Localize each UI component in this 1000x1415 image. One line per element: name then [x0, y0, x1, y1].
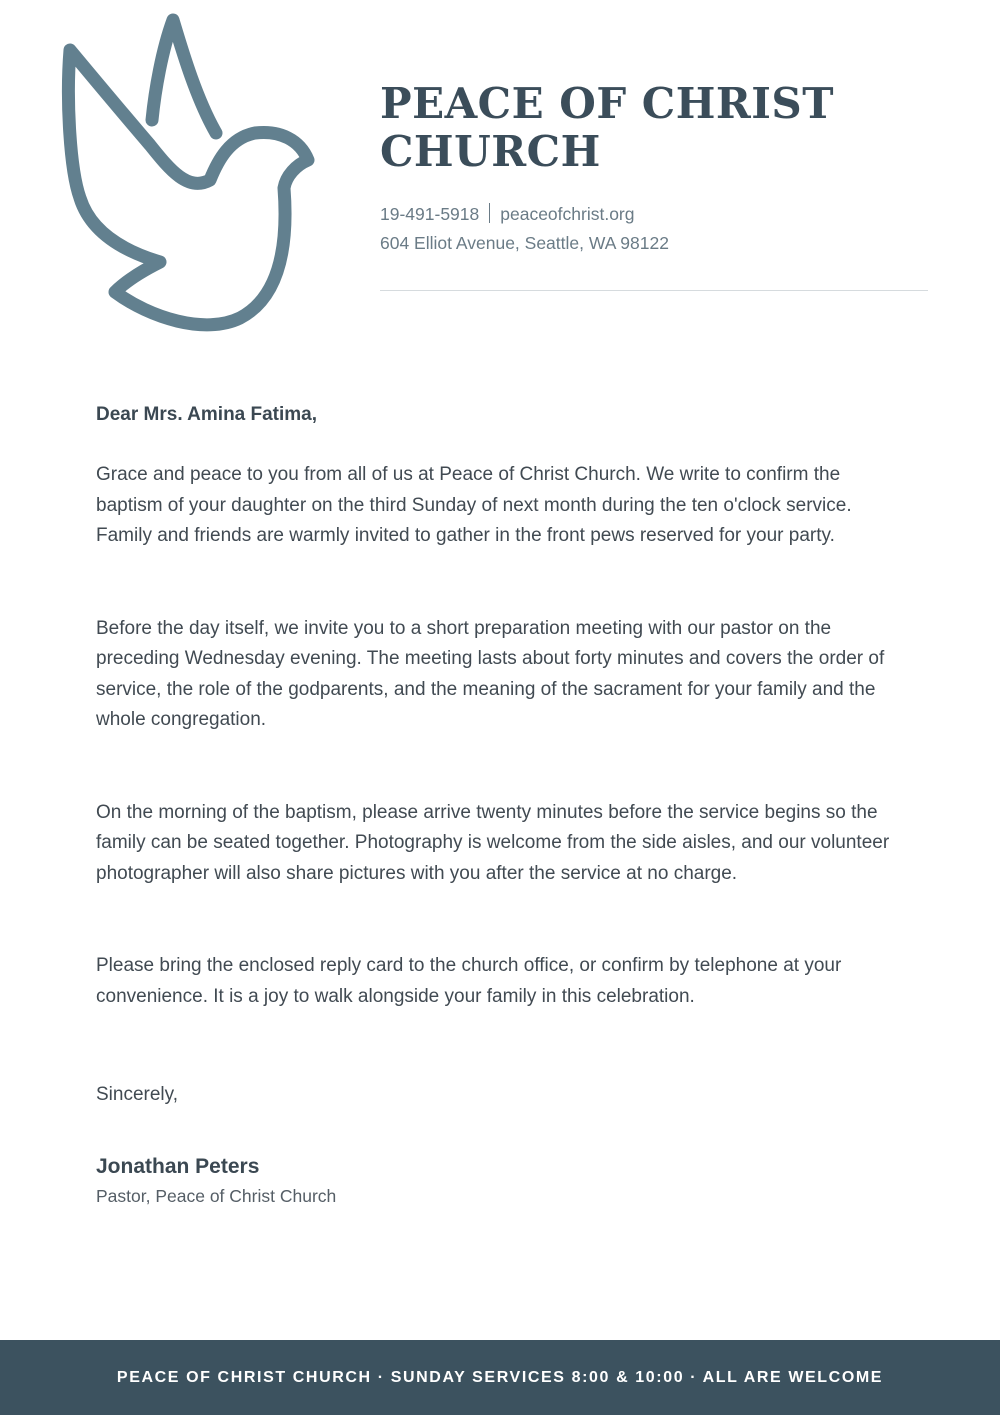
- contact-divider: [489, 203, 490, 223]
- letter-body: [96, 400, 911, 1208]
- salutation: Dear Mrs. Amina Fatima,: [96, 404, 318, 425]
- address: 604 Elliot Avenue, Seattle, WA 98122: [380, 233, 669, 253]
- dove-icon: [52, 8, 322, 340]
- letter-paragraph: On the morning of the baptism, please arrive twenty minutes before the service begins so the family can be seated together. Photography is welcome from the side aisles, and our volunteer photographer will also share pictures with you after the service at no charge.: [96, 801, 890, 884]
- letter-paragraph: Please bring the enclosed reply card to the church office, or confirm by telephone at your convenience. It is a joy to walk alongside your family in this celebration.: [96, 955, 842, 1007]
- footer-banner: [0, 1340, 1000, 1415]
- contact-line: [380, 200, 669, 229]
- signer-name: Jonathan Peters: [96, 1155, 260, 1178]
- phone-number: 19-491-5918: [380, 204, 480, 224]
- closing: Sincerely,: [96, 1084, 179, 1105]
- website: peaceofchrist.org: [500, 204, 635, 224]
- header-divider: [380, 290, 928, 291]
- signer-title: Pastor, Peace of Christ Church: [96, 1186, 337, 1206]
- church-name: PEACE OF CHRIST CHURCH: [380, 79, 835, 176]
- letter-paragraph: Grace and peace to you from all of us at Peace of Christ Church. We write to confirm the baptism of your daughter on the third Sunday of next month during the ten o'clock service. Family and friends are warmly invited to gather in the front pews reserved for your party.: [96, 464, 852, 546]
- footer-text: PEACE OF CHRIST CHURCH · SUNDAY SERVICES 8:00 & 10:00 · ALL ARE WELCOME: [116, 1368, 884, 1386]
- letter-paragraph: Before the day itself, we invite you to a short preparation meeting with our pastor on the preceding Wednesday evening. The meeting lasts about forty minutes and covers the order of service, the role of the godparents, and the meaning of the sacrament for your family and the whole congregation.: [96, 617, 885, 730]
- contact-block: [380, 200, 669, 258]
